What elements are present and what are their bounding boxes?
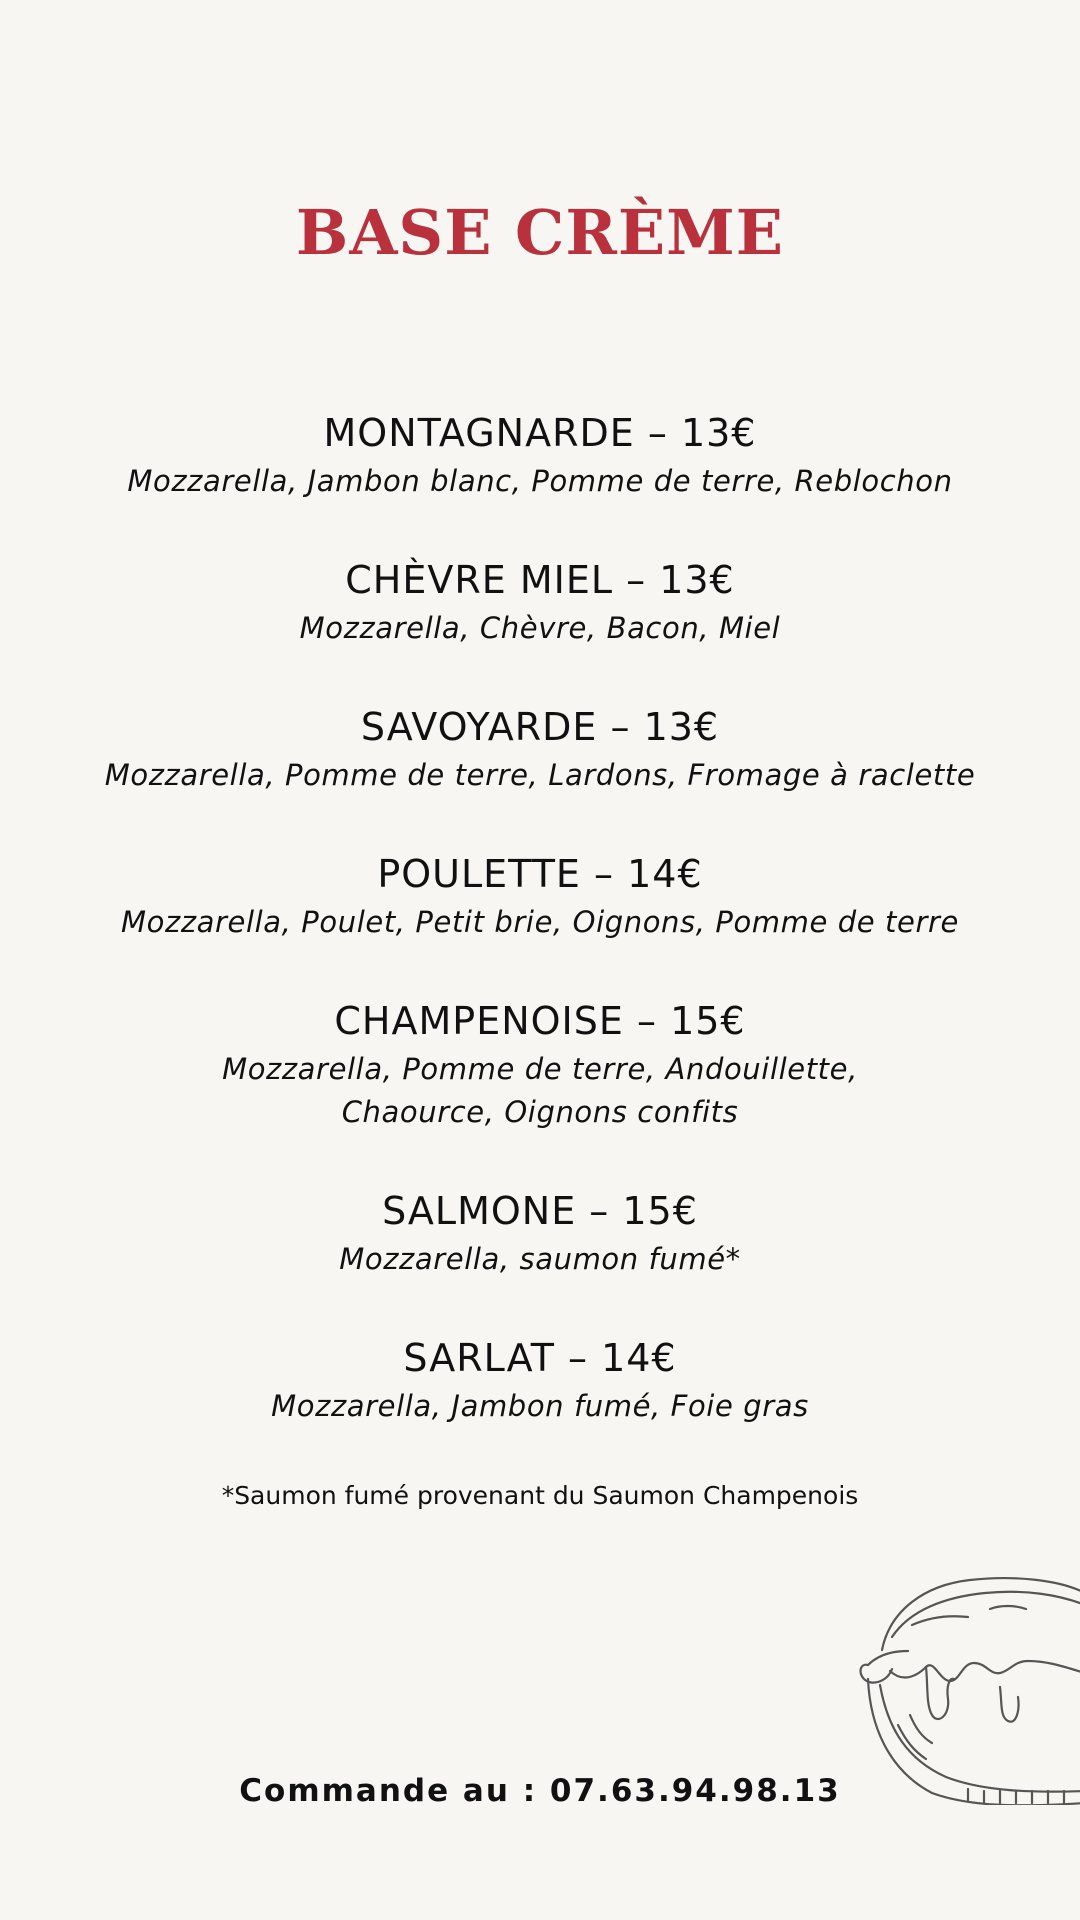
menu-item-price: 14€ (601, 1336, 677, 1380)
melted-cheese-pot-icon (850, 1555, 1080, 1805)
menu-item-salmone (0, 1186, 1080, 1281)
order-label: Commande au : (239, 1773, 538, 1809)
menu-item-name: CHÈVRE MIEL (345, 558, 614, 602)
menu-item-heading: CHAMPENOISE – 15€ (334, 999, 746, 1043)
order-line (0, 1770, 1080, 1812)
menu-item-poulette (0, 849, 1080, 944)
menu-item-description: Mozzarella, Chèvre, Bacon, Miel (299, 611, 781, 645)
menu-list (0, 408, 1080, 1480)
menu-item-name: MONTAGNARDE (323, 411, 635, 455)
footnote: *Saumon fumé provenant du Saumon Champenois (221, 1481, 859, 1510)
menu-item-name: SARLAT (403, 1336, 555, 1380)
menu-item-price: 14€ (627, 852, 703, 896)
menu-item-heading: CHÈVRE MIEL – 13€ (345, 558, 735, 602)
menu-item-description: Mozzarella, Pomme de terre, Andouillette, Chaource, Oignons confits (222, 1052, 858, 1129)
menu-item-name: POULETTE (377, 852, 581, 896)
menu-item-description: Mozzarella, saumon fumé* (339, 1242, 741, 1276)
menu-item-name: SAVOYARDE (360, 705, 598, 749)
menu-item-heading: POULETTE – 14€ (377, 852, 703, 896)
menu-item-description: Mozzarella, Jambon blanc, Pomme de terre, Reblochon (127, 464, 953, 498)
menu-item-montagnarde (0, 408, 1080, 503)
menu-item-heading: MONTAGNARDE – 13€ (323, 411, 757, 455)
menu-item-price: 13€ (643, 705, 720, 749)
menu-item-price: 13€ (659, 558, 735, 602)
menu-item-description: Mozzarella, Pomme de terre, Lardons, Fromage à raclette (104, 758, 976, 792)
menu-item-description: Mozzarella, Poulet, Petit brie, Oignons, Pomme de terre (121, 905, 959, 939)
menu-item-name: SALMONE (382, 1189, 577, 1233)
order-phone[interactable]: 07.63.94.98.13 (549, 1773, 841, 1809)
menu-item-description: Mozzarella, Jambon fumé, Foie gras (271, 1389, 809, 1423)
menu-item-price: 13€ (680, 411, 757, 455)
menu-item-heading: SALMONE – 15€ (382, 1189, 698, 1233)
menu-item-heading: SARLAT – 14€ (403, 1336, 677, 1380)
menu-item-savoyarde (0, 702, 1080, 797)
menu-title: BASE CRÈME (295, 195, 785, 269)
menu-item-chevre-miel (0, 555, 1080, 650)
menu-item-heading: SAVOYARDE – 13€ (360, 705, 720, 749)
menu-item-price: 15€ (670, 999, 746, 1043)
menu-item-price: 15€ (622, 1189, 698, 1233)
menu-item-champenoise (0, 996, 1080, 1134)
menu-item-name: CHAMPENOISE (334, 999, 624, 1043)
menu-item-sarlat (0, 1333, 1080, 1428)
